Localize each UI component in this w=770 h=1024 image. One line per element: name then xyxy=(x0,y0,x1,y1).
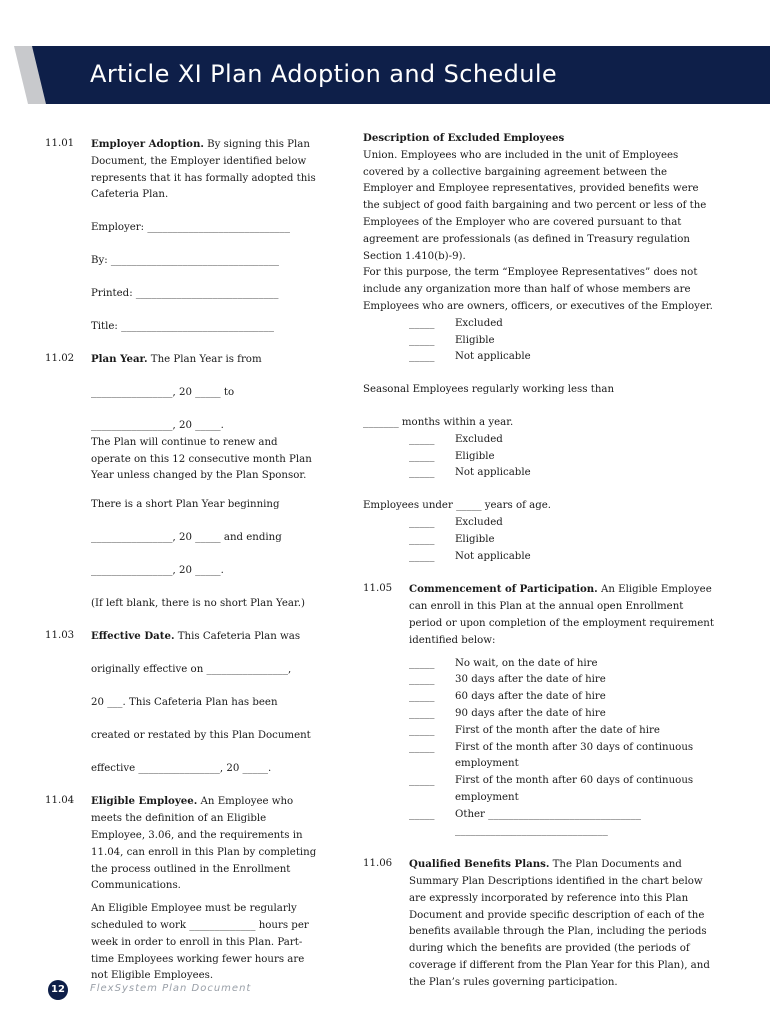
option-row[interactable]: _____ 90 days after the date of hire xyxy=(409,707,606,719)
option-row[interactable]: _____ First of the month after 30 days of continuous employment xyxy=(409,741,694,770)
excluded-employees-block xyxy=(363,130,718,366)
renewal-text: The Plan will continue to renew and operate on this 12 consecutive month Plan Year unless changed by the Plan Sponsor. xyxy=(91,436,312,482)
option-row[interactable]: _____ Not applicable xyxy=(409,550,531,562)
seasonal-text: Seasonal Employees regularly working less than xyxy=(363,384,615,396)
section-11-05 xyxy=(363,581,718,840)
section-text: Eligible Employee. An Employee who meets the definition of an Eligible Employee, 3.06, and the requirements in 11.04, can enroll in this Plan by completing the process outlined in the Enrollment Communications. xyxy=(91,795,317,892)
by-field[interactable]: By: _________________________________ xyxy=(91,254,280,266)
plan-year-end-field[interactable]: ________________, 20 _____. xyxy=(91,419,224,431)
option-row[interactable]: _____ No wait, on the date of hire xyxy=(409,657,598,669)
section-text: Qualified Benefits Plans. The Plan Documents and Summary Plan Descriptions identified in the chart below are expressly incorporated by reference into this Plan Document and provide specific description of each of the benefits available through the Plan, including the periods during which the benefits are provided (the periods of coverage if different from the Plan Year for this Plan), and the Plan’s rules governing participation. xyxy=(409,858,710,988)
section-heading: Employer Adoption. xyxy=(91,138,204,150)
section-heading: Effective Date. xyxy=(91,630,175,643)
section-text: Effective Date. This Cafeteria Plan was xyxy=(91,630,301,643)
section-11-04 xyxy=(45,793,320,985)
option-row[interactable]: _____ 60 days after the date of hire xyxy=(409,691,606,703)
short-year-note: (If left blank, there is no short Plan Year.) xyxy=(91,597,305,609)
footer-document-name: FlexSystem Plan Document xyxy=(90,983,252,994)
section-number: 11.03 xyxy=(45,630,75,642)
section-text: Employer Adoption. By signing this Plan Document, the Employer identified below represents that it has formally adopted this Cafeteria Plan. xyxy=(91,138,316,201)
section-number: 11.01 xyxy=(45,138,75,149)
right-column xyxy=(363,130,718,992)
option-row[interactable]: _____ Eligible xyxy=(409,533,495,545)
option-row[interactable]: _____ First of the month after the date of hire xyxy=(409,724,660,736)
excluded-heading: Description of Excluded Employees xyxy=(363,132,565,144)
printed-field[interactable]: Printed: ____________________________ xyxy=(91,287,279,299)
section-text: Plan Year. The Plan Year is from xyxy=(91,353,262,366)
option-row[interactable]: _____ 30 days after the date of hire xyxy=(409,674,606,686)
section-number: 11.04 xyxy=(45,795,75,807)
restated-effective-field[interactable]: effective ________________, 20 _____. xyxy=(91,762,272,774)
option-row[interactable]: _____ Not applicable xyxy=(409,467,531,479)
option-row[interactable]: _____ Eligible xyxy=(409,334,495,346)
option-row[interactable]: _____ Excluded xyxy=(409,516,503,528)
union-text: Union. Employees who are included in the unit of Employees covered by a collective bargaining agreement between the Employer and Employee representatives, provided benefits were the subject of good faith bargaining and two percent or less of the Employees of the Employer who are covered pursuant to that agreement are professionals (as defined in Treasury regulation Section 1.410(b)-9). xyxy=(363,149,707,262)
option-row[interactable]: _____ Excluded xyxy=(409,433,503,445)
section-11-01 xyxy=(45,136,320,335)
section-text: Commencement of Participation. An Eligible Employee can enroll in this Plan at the annual open Enrollment period or upon completion of the employment requirement identified below: xyxy=(409,583,714,646)
page-title: Article XI Plan Adoption and Schedule xyxy=(90,60,558,88)
option-row[interactable]: _____ First of the month after 60 days of continuous employment xyxy=(409,775,694,803)
page-number-badge: 12 xyxy=(48,980,68,1000)
section-heading: Qualified Benefits Plans. xyxy=(409,858,550,871)
option-row[interactable]: _____ Not applicable xyxy=(409,351,531,363)
section-heading: Plan Year. xyxy=(91,353,148,366)
months-field[interactable]: _______ months within a year. xyxy=(363,416,514,428)
page-header xyxy=(14,46,770,104)
option-row[interactable]: _____ Eligible xyxy=(409,450,495,462)
section-number: 11.02 xyxy=(45,353,75,365)
short-year-begin-field[interactable]: ________________, 20 _____ and ending xyxy=(91,531,282,543)
seasonal-options xyxy=(409,432,718,482)
short-year-end-field[interactable]: ________________, 20 _____. xyxy=(91,564,224,576)
section-11-06 xyxy=(363,856,718,991)
section-number: 11.05 xyxy=(363,583,393,595)
effective-year-text: 20 ___. This Cafeteria Plan has been xyxy=(91,696,278,708)
title-field[interactable]: Title: ______________________________ xyxy=(91,320,274,332)
plan-year-start-field[interactable]: ________________, 20 _____ to xyxy=(91,387,235,399)
representatives-text: For this purpose, the term “Employee Representatives” does not include any organization more than half of whose members are Employees who are owners, officers, or executives of the Employer. xyxy=(363,267,713,312)
age-options xyxy=(409,515,718,565)
section-heading: Eligible Employee. xyxy=(91,795,198,808)
age-text: Employees under _____ years of age. xyxy=(363,500,551,512)
participation-options xyxy=(409,656,718,841)
section-11-03 xyxy=(45,628,320,777)
restated-text: created or restated by this Plan Document xyxy=(91,729,311,741)
original-effective-field[interactable]: originally effective on ________________, xyxy=(91,664,292,676)
section-heading: Commencement of Participation. xyxy=(409,583,598,596)
union-options xyxy=(409,316,718,366)
left-column xyxy=(45,136,320,985)
section-number: 11.06 xyxy=(363,858,393,870)
option-row[interactable]: _____ Excluded xyxy=(409,317,503,329)
age-block xyxy=(363,498,718,565)
seasonal-block xyxy=(363,382,718,482)
section-11-02 xyxy=(45,351,320,612)
hours-requirement-text: An Eligible Employee must be regularly scheduled to work _____________ hours per week in order to enroll in this Plan. Part-time Employees working fewer hours are not Eligible Employees. xyxy=(91,903,309,982)
employer-field[interactable]: Employer: ____________________________ xyxy=(91,222,290,234)
short-plan-year-text: There is a short Plan Year beginning xyxy=(91,499,280,511)
option-row[interactable]: _____ Other ______________________________ ______________________________ xyxy=(409,808,641,837)
